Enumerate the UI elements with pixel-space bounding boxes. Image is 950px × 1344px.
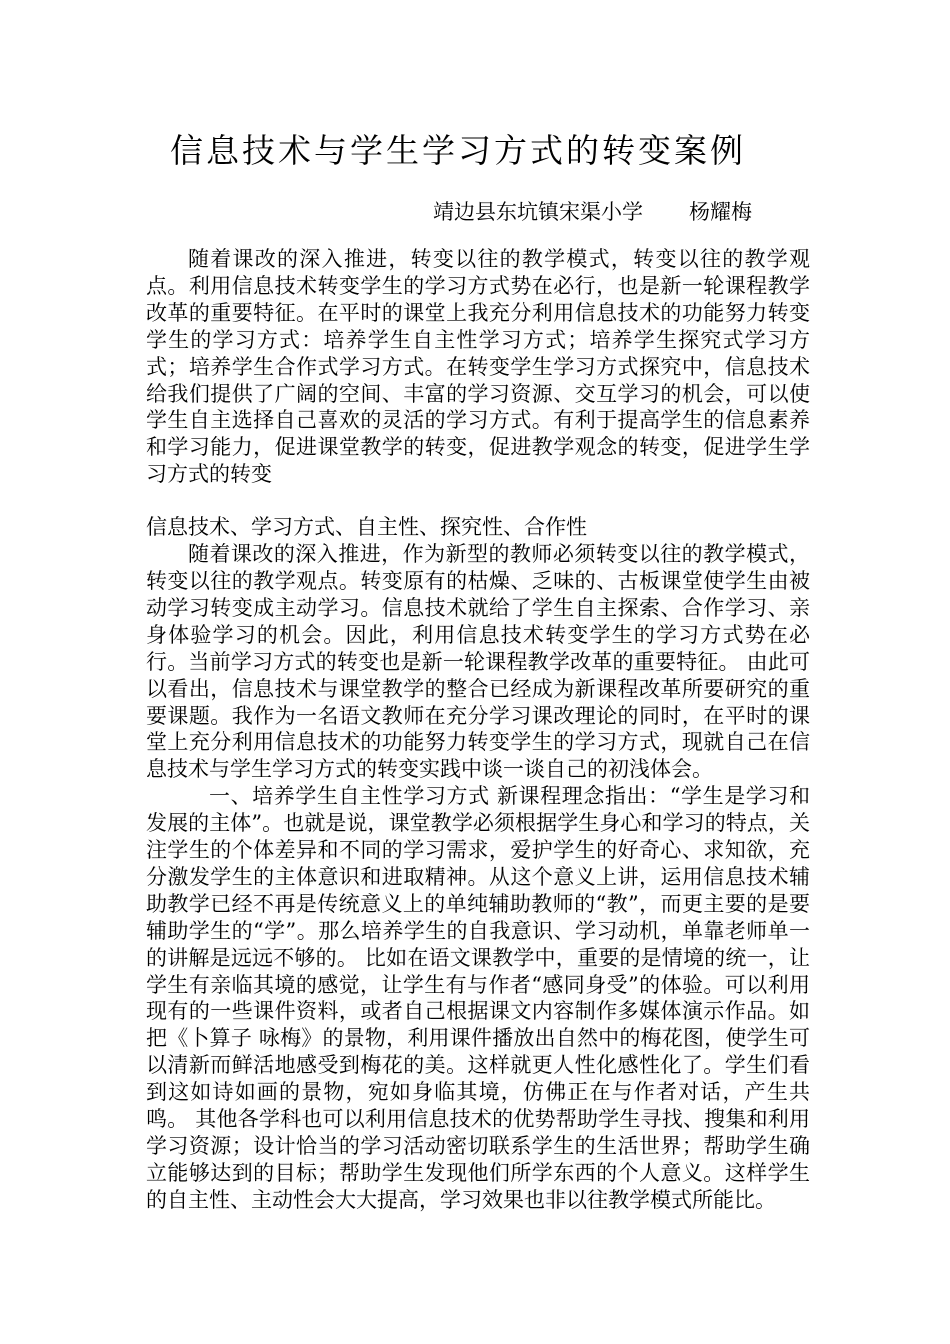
intro-paragraph: 随着课改的深入推进，作为新型的教师必须转变以往的教学模式，转变以往的教学观点。转变原有的枯燥、乏味的、古板课堂使学生由被动学习转变成主动学习。信息技术就给了学生自主探索、合作学习、亲身体验学习的机会。因此，利用信息技术转变学生的学习方式势在必行。当前学习方式的转变也是新一轮课程教学改革的重要特征。 由此可以看出，信息技术与课堂教学的整合已经成为新课程改革所要研究的重要课题。我作为一名语文教师在充分学习课改理论的同时，在平时的课堂上充分利用信息技术的功能努力转变学生的学习方式，现就自己在信息技术与学生学习方式的转变实践中谈一谈自己的初浅体会。: [146, 542, 810, 782]
document-body: [146, 246, 810, 1214]
document-title: 信息技术与学生学习方式的转变案例: [170, 131, 746, 170]
keywords-line: 信息技术、学习方式、自主性、探究性、合作性: [146, 515, 587, 540]
section-one-paragraph: 一、培养学生自主性学习方式 新课程理念指出：“学生是学习和发展的主体”。也就是说，课堂教学必须根据学生身心和学习的特点，关注学生的个体差异和不同的学习需求，爱护学生的好奇心、求知欲，充分激发学生的主体意识和进取精神。从这个意义上讲，运用信息技术辅助教学已经不再是传统意义上的单纯辅助教师的“教”，而更主要的是要辅助学生的“学”。那么培养学生的自我意识、学习动机，单靠老师单一的讲解是远远不够的。 比如在语文课教学中，重要的是情境的统一，让学生有亲临其境的感觉，让学生有与作者“感同身受”的体验。可以利用现有的一些课件资料，或者自己根据课文内容制作多媒体演示作品。如把《卜算子 咏梅》的景物，利用课件播放出自然中的梅花图，使学生可以清新而鲜活地感受到梅花的美。这样就更人性化感性化了。学生们看到这如诗如画的景物，宛如身临其境，仿佛正在与作者对话，产生共鸣。 其他各学科也可以利用信息技术的优势帮助学生寻找、搜集和利用学习资源；设计恰当的学习活动密切联系学生的生活世界；帮助学生确立能够达到的目标；帮助学生发现他们所学东西的个人意义。这样学生的自主性、主动性会大大提高，学习效果也非以往教学模式所能比。: [146, 784, 810, 1212]
author-school: 靖边县东坑镇宋渠小学: [433, 200, 643, 224]
author-name: 杨耀梅: [689, 200, 752, 224]
author-line: [433, 197, 752, 227]
abstract-paragraph: 随着课改的深入推进，转变以往的教学模式，转变以往的教学观点。利用信息技术转变学生的学习方式势在必行，也是新一轮课程教学改革的重要特征。在平时的课堂上我充分利用信息技术的功能努力转变学生的学习方式：培养学生自主性学习方式；培养学生探究式学习方式；培养学生合作式学习方式。在转变学生学习方式探究中，信息技术给我们提供了广阔的空间、丰富的学习资源、交互学习的机会，可以使学生自主选择自己喜欢的灵活的学习方式。有利于提高学生的信息素养和学习能力，促进课堂教学的转变，促进教学观念的转变，促进学生学习方式的转变: [146, 247, 810, 487]
